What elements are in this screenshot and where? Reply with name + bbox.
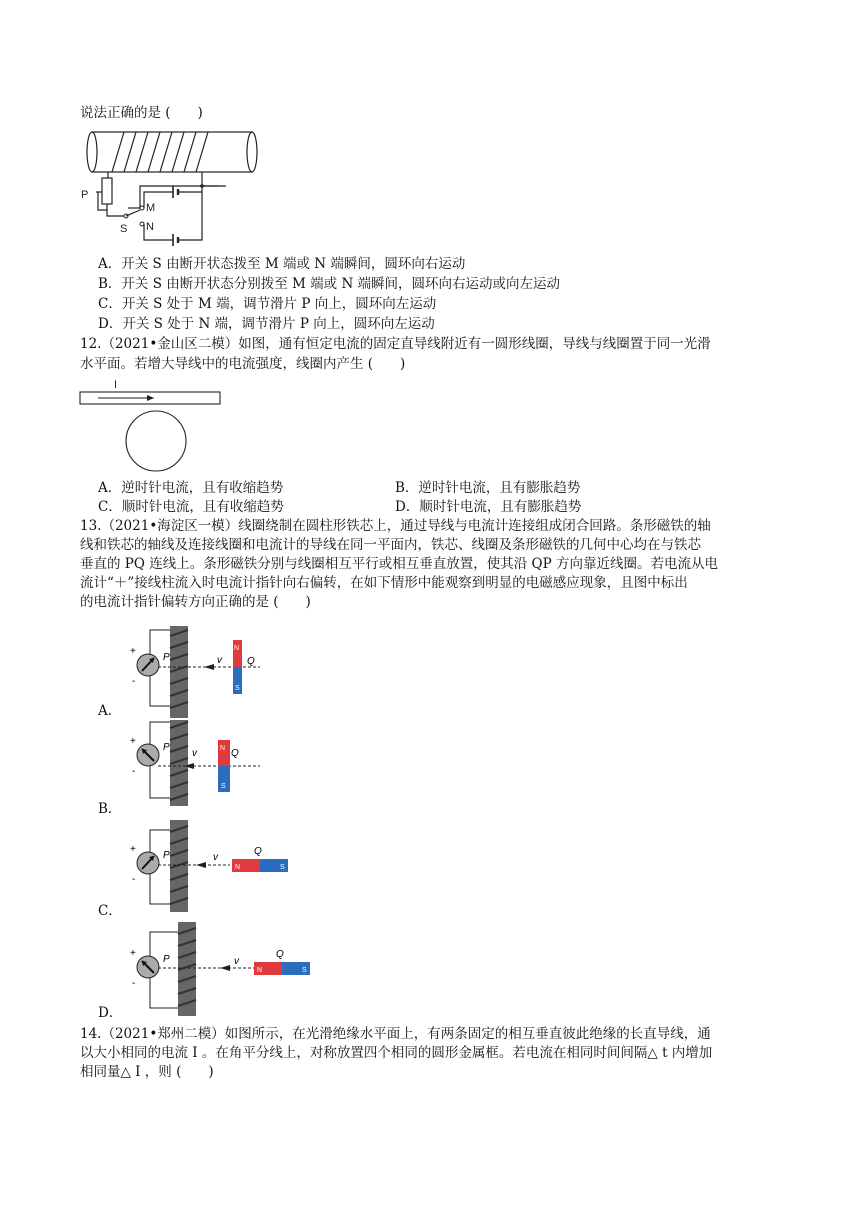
q-label: Q [231, 748, 239, 759]
minus-label: - [132, 676, 136, 687]
q13-option-c[interactable]: C． [98, 903, 122, 919]
q13-option-d[interactable]: D． [98, 1005, 123, 1021]
s-label: S [221, 783, 226, 790]
label-n: N [146, 221, 154, 233]
q13-stem-line3: 垂直的 PQ 连线上。条形磁铁分别与线圈相互平行或相互垂直放置，使其沿 QP 方向靠近线圈。若电流从电 [80, 556, 718, 572]
v-label: v [217, 655, 222, 666]
p-label: P [163, 850, 170, 861]
p-label: P [163, 652, 170, 663]
wire-loop-figure [78, 378, 223, 474]
q12-option-d[interactable]: D．顺时针电流，且有膨胀趋势 [395, 499, 582, 515]
plus-label: + [130, 646, 136, 657]
plus-label: + [130, 948, 136, 959]
q13-stem-line1: 13.（2021•海淀区一模）线圈绕制在圆柱形铁芯上，通过导线与电流计连接组成闭合回路。条形磁铁的轴 [80, 518, 711, 534]
v-label: v [234, 956, 239, 967]
q14-stem-line1: 14.（2021•郑州二模）如图所示，在光滑绝缘水平面上，有两条固定的相互垂直彼此绝缘的长直导线，通 [80, 1026, 711, 1042]
q13-figure-a [120, 626, 270, 718]
q11-option-b[interactable]: B．开关 S 由断开状态分别拨至 M 端或 N 端瞬间，圆环向右运动或向左运动 [98, 276, 561, 292]
s-label: S [302, 967, 307, 974]
q13-stem-line5: 的电流计指针偏转方向正确的是 ( ) [80, 594, 311, 610]
q13-option-b[interactable]: B． [98, 801, 122, 817]
q-label: Q [276, 949, 284, 960]
label-p: P [81, 189, 89, 201]
v-label: v [213, 852, 218, 863]
q11-option-a[interactable]: A．开关 S 由断开状态拨至 M 端或 N 端瞬间，圆环向右运动 [98, 256, 466, 272]
q11-option-d[interactable]: D．开关 S 处于 N 端，调节滑片 P 向上，圆环向左运动 [98, 316, 435, 332]
q12-option-c[interactable]: C．顺时针电流，且有收缩趋势 [98, 499, 284, 515]
minus-label: - [132, 874, 136, 885]
v-label: v [192, 748, 197, 759]
q-label: Q [247, 656, 255, 667]
solenoid-circuit-figure [78, 126, 263, 248]
q13-figure-d [120, 922, 320, 1016]
question-stem-tail: 说法正确的是 ( ) [80, 105, 203, 121]
minus-label: - [132, 978, 136, 989]
q12-stem-line1: 12.（2021•金山区二模）如图，通有恒定电流的固定直导线附近有一圆形线圈，导线与线圈置于同一光滑 [80, 336, 711, 352]
q12-option-b[interactable]: B．逆时针电流，且有膨胀趋势 [395, 480, 581, 496]
s-label: S [235, 685, 240, 692]
n-label: N [235, 864, 241, 871]
label-m: M [146, 202, 156, 214]
plus-label: + [130, 736, 136, 747]
minus-label: - [132, 766, 136, 777]
current-label: I [114, 379, 118, 391]
q11-option-c[interactable]: C．开关 S 处于 M 端，调节滑片 P 向上，圆环向左运动 [98, 296, 437, 312]
q13-stem-line2: 线和铁芯的轴线及连接线圈和电流计的导线在同一平面内，铁芯、线圈及条形磁铁的几何中心均在与铁芯 [80, 537, 701, 553]
plus-label: + [130, 844, 136, 855]
label-s: S [120, 223, 128, 235]
q-label: Q [254, 846, 262, 857]
q13-stem-line4: 流计“＋”接线柱流入时电流计指针向右偏转，在如下情形中能观察到明显的电磁感应现象，且图中标出 [80, 575, 688, 591]
n-label: N [220, 745, 226, 752]
q13-option-a[interactable]: A． [98, 703, 122, 719]
q12-option-a[interactable]: A．逆时针电流，且有收缩趋势 [98, 480, 284, 496]
q13-figure-b [120, 720, 270, 806]
q14-stem-line3: 相同量△ I ，则 ( ) [80, 1064, 214, 1080]
q12-stem-line2: 水平面。若增大导线中的电流强度，线圈内产生 ( ) [80, 356, 406, 372]
s-label: S [280, 864, 285, 871]
q13-figure-c [120, 820, 300, 912]
p-label: P [163, 954, 170, 965]
q14-stem-line2: 以大小相同的电流 I 。在角平分线上，对称放置四个相同的圆形金属框。若电流在相同时间间隔△ t 内增加 [80, 1045, 713, 1061]
n-label: N [234, 645, 240, 652]
n-label: N [257, 967, 263, 974]
p-label: P [163, 742, 170, 753]
